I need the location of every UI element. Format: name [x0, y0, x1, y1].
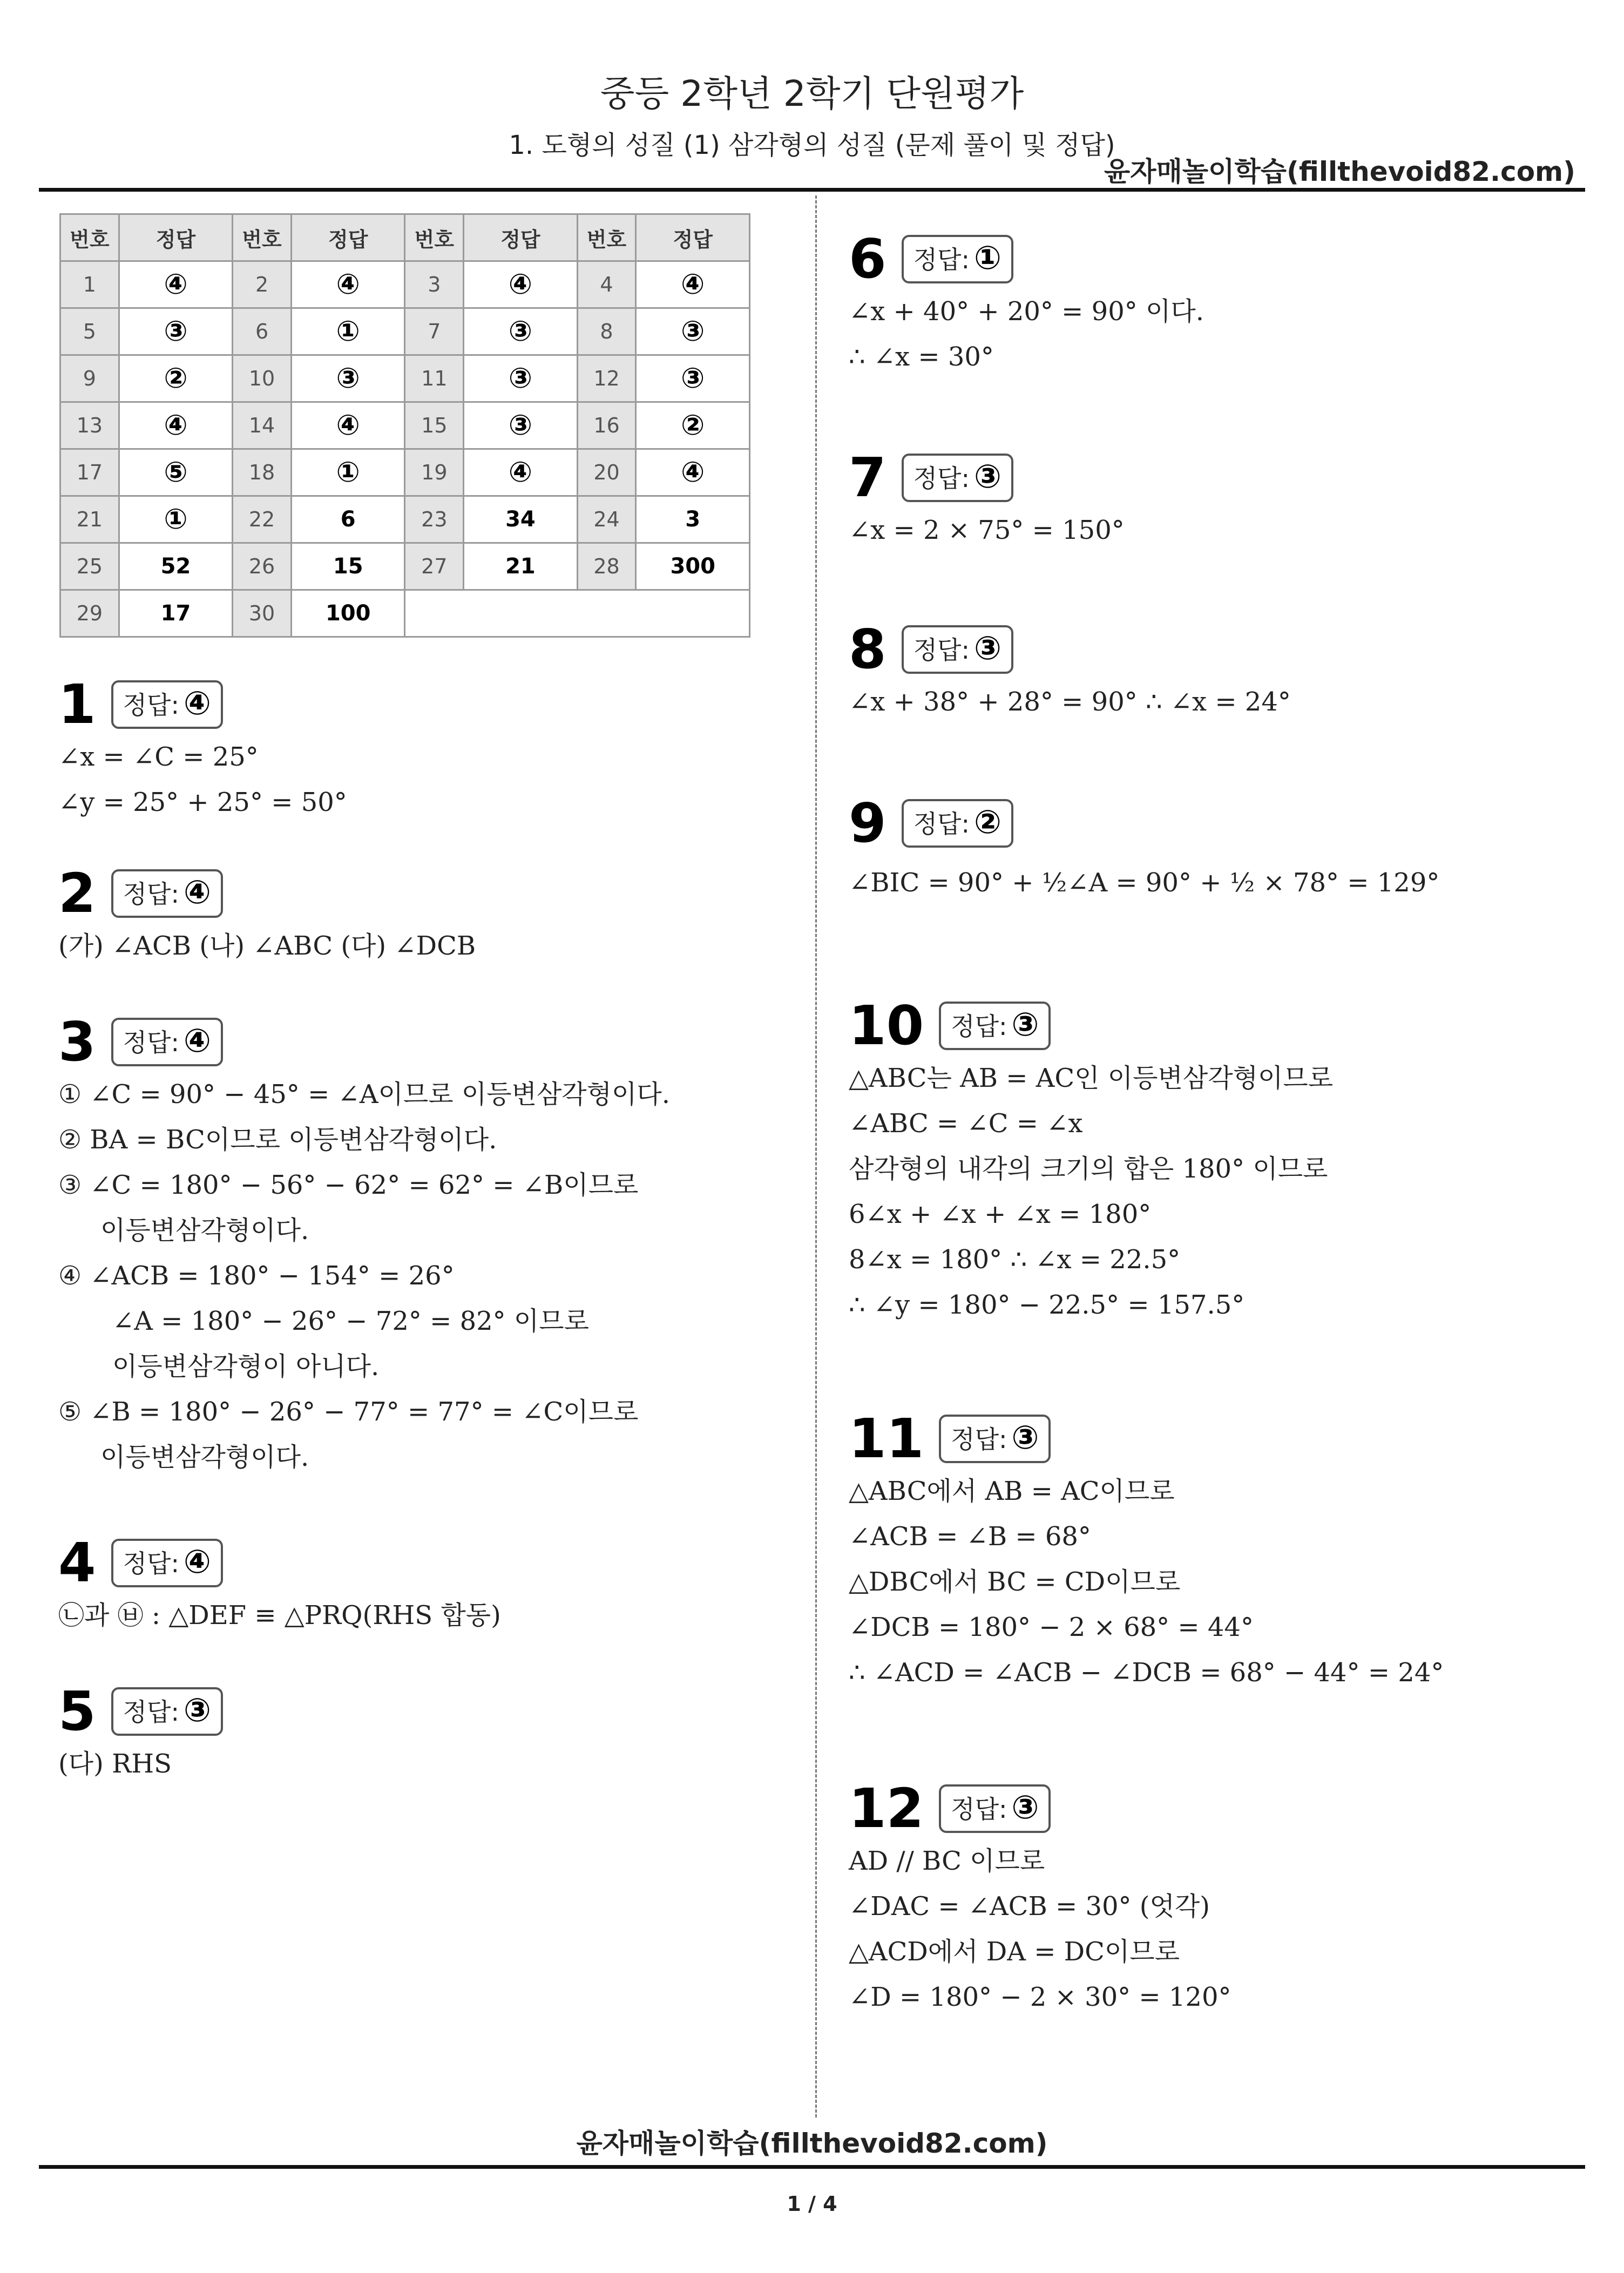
- solution-line: ④ ∠ACB = 180° − 154° = 26°: [58, 1261, 455, 1291]
- badge-answer: ④: [183, 1543, 211, 1581]
- problem-8: [849, 620, 1291, 725]
- solution-line: ∠DAC = ∠ACB = 30° (엇각): [849, 1891, 1210, 1922]
- header-answer: 정답: [119, 214, 232, 261]
- answer-badge: [111, 1539, 223, 1587]
- badge-label: 정답:: [913, 809, 970, 838]
- solution-line: ∠x = 2 × 75° = 150°: [849, 515, 1125, 545]
- answer-badge: [902, 454, 1013, 502]
- cell-answer: 34: [464, 496, 577, 543]
- table-row: [60, 543, 750, 590]
- problem-10: [849, 996, 1333, 1328]
- solution-line: ∠x + 40° + 20° = 90° 이다.: [849, 296, 1204, 327]
- cell-answer: ②: [636, 402, 750, 449]
- answer-badge: [111, 680, 223, 729]
- problem-number: 4: [58, 1531, 96, 1594]
- problem-5: [58, 1682, 223, 1787]
- badge-label: 정답:: [123, 1549, 179, 1578]
- table-row: [60, 590, 750, 637]
- cell-answer: ③: [291, 355, 405, 402]
- cell-answer: 6: [291, 496, 405, 543]
- badge-label: 정답:: [913, 245, 970, 274]
- cell-answer: ④: [636, 449, 750, 496]
- solution-line: △ABC는 AB = AC인 이등변삼각형이므로: [849, 1063, 1334, 1093]
- cell-number: 21: [60, 496, 119, 543]
- cell-number: 14: [233, 402, 292, 449]
- answer-badge: [111, 1687, 223, 1736]
- header-number: 번호: [233, 214, 292, 261]
- problem-6: [849, 229, 1204, 380]
- cell-answer: ③: [119, 308, 232, 355]
- cell-number: 23: [405, 496, 464, 543]
- answer-badge: [939, 1002, 1051, 1050]
- cell-answer: ③: [464, 308, 577, 355]
- badge-answer: ③: [1011, 1006, 1039, 1044]
- badge-answer: ③: [183, 1692, 211, 1729]
- header-answer: 정답: [636, 214, 750, 261]
- cell-answer: ④: [291, 402, 405, 449]
- cell-answer: 15: [291, 543, 405, 590]
- cell-number: 13: [60, 402, 119, 449]
- badge-label: 정답:: [123, 1697, 179, 1727]
- badge-label: 정답:: [913, 464, 970, 493]
- solution-line: ∠ACB = ∠B = 68°: [849, 1521, 1091, 1552]
- badge-label: 정답:: [951, 1425, 1007, 1454]
- solution-line: 8∠x = 180° ∴ ∠x = 22.5°: [849, 1244, 1181, 1275]
- answer-table-header: [60, 214, 750, 261]
- solution-line: ∴ ∠y = 180° − 22.5° = 157.5°: [849, 1290, 1245, 1320]
- table-row: [60, 449, 750, 496]
- problem-4: [58, 1533, 501, 1638]
- cell-answer: 100: [291, 590, 405, 637]
- table-row: [60, 496, 750, 543]
- problem-7: [849, 448, 1125, 553]
- solution-line: ⑤ ∠B = 180° − 26° − 77° = 77° = ∠C이므로: [58, 1397, 639, 1427]
- solution-line: ∠BIC = 90° + ½∠A = 90° + ½ × 78° = 129°: [849, 868, 1440, 898]
- solution-line: ∠D = 180° − 2 × 30° = 120°: [849, 1982, 1231, 2012]
- cell-number: 18: [233, 449, 292, 496]
- cell-number: 1: [60, 261, 119, 308]
- cell-answer: 21: [464, 543, 577, 590]
- problem-number: 7: [849, 446, 887, 509]
- solution-line: ∠A = 180° − 26° − 72° = 82° 이므로: [112, 1306, 590, 1336]
- solution-line: ∴ ∠x = 30°: [849, 342, 994, 372]
- badge-answer: ③: [973, 458, 1002, 496]
- problem-number: 8: [849, 618, 887, 681]
- page-subtitle: 1. 도형의 성질 (1) 삼각형의 성질 (문제 풀이 및 정답): [509, 130, 1115, 160]
- solution-line: ∠x + 38° + 28° = 90° ∴ ∠x = 24°: [849, 687, 1291, 717]
- cell-number: 25: [60, 543, 119, 590]
- badge-answer: ④: [183, 1022, 211, 1060]
- problem-number: 5: [58, 1680, 96, 1743]
- cell-number: 12: [577, 355, 636, 402]
- cell-number: 7: [405, 308, 464, 355]
- solution-line: 이등변삼각형이다.: [100, 1215, 309, 1246]
- table-row: [60, 308, 750, 355]
- cell-answer: ④: [291, 261, 405, 308]
- header-number: 번호: [60, 214, 119, 261]
- cell-number: 16: [577, 402, 636, 449]
- solution-line: ∠DCB = 180° − 2 × 68° = 44°: [849, 1612, 1254, 1642]
- badge-answer: ④: [183, 685, 211, 722]
- solution-line: ㉡과 ㉥ : △DEF ≡ △PRQ(RHS 합동): [58, 1600, 501, 1631]
- answer-badge: [902, 625, 1013, 674]
- cell-number: 19: [405, 449, 464, 496]
- cell-number: 9: [60, 355, 119, 402]
- answer-table: [59, 213, 750, 638]
- badge-label: 정답:: [913, 635, 970, 665]
- cell-number: 20: [577, 449, 636, 496]
- answer-badge: [939, 1784, 1051, 1833]
- badge-answer: ③: [973, 630, 1002, 667]
- solution-line: (다) RHS: [58, 1749, 172, 1779]
- solution-line: ③ ∠C = 180° − 56° − 62° = 62° = ∠B이므로: [58, 1170, 639, 1200]
- badge-answer: ②: [973, 803, 1002, 841]
- problem-number: 11: [849, 1407, 924, 1470]
- solution-line: 이등변삼각형이 아니다.: [112, 1351, 380, 1382]
- cell-number: 27: [405, 543, 464, 590]
- cell-answer: 3: [636, 496, 750, 543]
- solution-line: ∴ ∠ACD = ∠ACB − ∠DCB = 68° − 44° = 24°: [849, 1658, 1444, 1688]
- badge-answer: ③: [1011, 1789, 1039, 1826]
- problem-number: 1: [58, 673, 96, 736]
- cell-answer: ④: [119, 261, 232, 308]
- header-number: 번호: [405, 214, 464, 261]
- column-divider: [815, 195, 817, 2118]
- cell-answer: 17: [119, 590, 232, 637]
- problem-number: 9: [849, 792, 887, 855]
- cell-number: 6: [233, 308, 292, 355]
- problem-number: 12: [849, 1777, 924, 1840]
- cell-answer: ④: [119, 402, 232, 449]
- cell-number: 3: [405, 261, 464, 308]
- cell-answer: ④: [464, 261, 577, 308]
- solution-line: ∠x = ∠C = 25°: [58, 742, 259, 772]
- header-rule: [39, 188, 1585, 192]
- brand-label-bottom: 윤자매놀이학습(fillthevoid82.com): [576, 2128, 1048, 2159]
- cell-number: 29: [60, 590, 119, 637]
- cell-answer: ②: [119, 355, 232, 402]
- answer-badge: [902, 799, 1013, 848]
- badge-label: 정답:: [123, 1028, 179, 1057]
- solution-line: ∠ABC = ∠C = ∠x: [849, 1108, 1083, 1139]
- cell-number: 17: [60, 449, 119, 496]
- page-title: 중등 2학년 2학기 단원평가: [600, 73, 1024, 114]
- brand-label-top: 윤자매놀이학습(fillthevoid82.com): [1104, 156, 1575, 187]
- solution-line: 삼각형의 내각의 크기의 합은 180° 이므로: [849, 1154, 1328, 1184]
- solution-line: 이등변삼각형이다.: [100, 1442, 309, 1472]
- problem-9: [849, 794, 1439, 912]
- cell-answer: 300: [636, 543, 750, 590]
- cell-number: 11: [405, 355, 464, 402]
- cell-number: 2: [233, 261, 292, 308]
- page-number: 1 / 4: [787, 2192, 837, 2216]
- cell-answer: ④: [636, 261, 750, 308]
- problem-number: 3: [58, 1010, 96, 1073]
- cell-answer: 52: [119, 543, 232, 590]
- badge-label: 정답:: [123, 691, 179, 720]
- cell-answer: ④: [464, 449, 577, 496]
- cell-answer: ①: [291, 308, 405, 355]
- problem-number: 10: [849, 994, 924, 1057]
- cell-number: 28: [577, 543, 636, 590]
- answer-badge: [902, 235, 1013, 283]
- cell-number: 10: [233, 355, 292, 402]
- problem-1: [58, 675, 347, 825]
- solution-line: AD // BC 이므로: [849, 1846, 1045, 1876]
- problem-number: 2: [58, 862, 96, 925]
- table-row: [60, 355, 750, 402]
- table-row: [60, 402, 750, 449]
- problem-3: [58, 1012, 670, 1480]
- solution-line: ② BA = BC이므로 이등변삼각형이다.: [58, 1125, 497, 1155]
- badge-answer: ③: [1011, 1419, 1039, 1457]
- cell-answer: ①: [119, 496, 232, 543]
- footer-rule: [39, 2165, 1585, 2169]
- header-number: 번호: [577, 214, 636, 261]
- header-answer: 정답: [291, 214, 405, 261]
- problem-number: 6: [849, 227, 887, 290]
- cell-number: 5: [60, 308, 119, 355]
- solution-line: ① ∠C = 90° − 45° = ∠A이므로 이등변삼각형이다.: [58, 1079, 671, 1110]
- solution-line: ∠y = 25° + 25° = 50°: [58, 787, 347, 817]
- badge-label: 정답:: [123, 880, 179, 909]
- cell-number: 26: [233, 543, 292, 590]
- solution-line: △DBC에서 BC = CD이므로: [849, 1567, 1181, 1597]
- answer-badge: [111, 869, 223, 918]
- header-answer: 정답: [464, 214, 577, 261]
- solution-line: △ACD에서 DA = DC이므로: [849, 1937, 1180, 1967]
- answer-badge: [111, 1018, 223, 1066]
- cell-answer: ③: [464, 402, 577, 449]
- cell-answer: ⑤: [119, 449, 232, 496]
- solution-line: 6∠x + ∠x + ∠x = 180°: [849, 1199, 1152, 1229]
- cell-number: 8: [577, 308, 636, 355]
- badge-answer: ④: [183, 874, 211, 911]
- cell-number: 4: [577, 261, 636, 308]
- badge-label: 정답:: [951, 1795, 1007, 1824]
- cell-number: 15: [405, 402, 464, 449]
- empty-cell: [405, 590, 750, 637]
- cell-answer: ③: [636, 308, 750, 355]
- cell-number: 24: [577, 496, 636, 543]
- table-row: [60, 261, 750, 308]
- badge-label: 정답:: [951, 1012, 1007, 1041]
- cell-answer: ①: [291, 449, 405, 496]
- cell-answer: ③: [464, 355, 577, 402]
- problem-2: [58, 864, 476, 969]
- solution-line: (가) ∠ACB (나) ∠ABC (다) ∠DCB: [58, 931, 476, 961]
- badge-answer: ①: [973, 239, 1002, 277]
- problem-11: [849, 1409, 1444, 1695]
- cell-number: 30: [233, 590, 292, 637]
- cell-number: 22: [233, 496, 292, 543]
- solution-line: △ABC에서 AB = AC이므로: [849, 1476, 1175, 1506]
- answer-badge: [939, 1415, 1051, 1463]
- cell-answer: ③: [636, 355, 750, 402]
- problem-12: [849, 1779, 1231, 2020]
